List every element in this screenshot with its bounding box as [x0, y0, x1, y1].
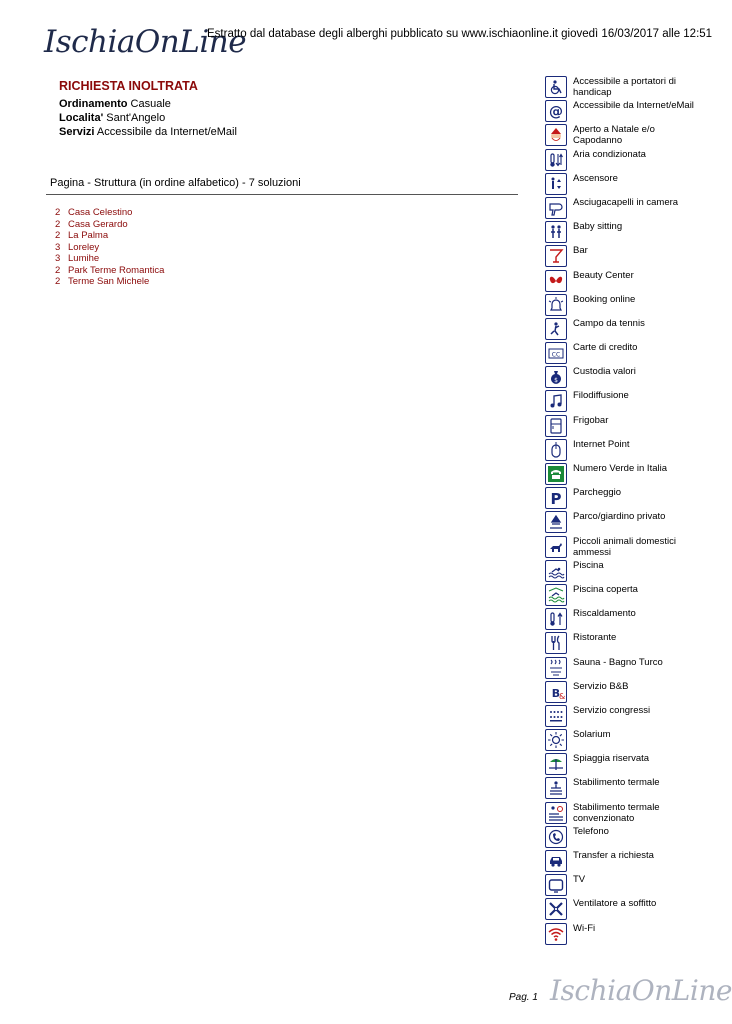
wifi-icon [545, 923, 567, 945]
swimming-pool-icon [545, 560, 567, 582]
legend-label: Aria condizionata [573, 148, 646, 160]
legend-label: Carte di credito [573, 342, 638, 354]
legend-label: Piccoli animali domestici ammessi [573, 535, 676, 558]
result-name-link[interactable]: La Palma [68, 230, 109, 241]
congress-icon [545, 705, 567, 727]
garden-icon [545, 511, 567, 533]
result-name-link[interactable]: Casa Celestino [68, 207, 133, 218]
cutlery-icon [545, 632, 567, 654]
bnb-icon [545, 681, 567, 703]
sauna-icon [545, 657, 567, 679]
legend-label: Numero Verde in Italia [573, 463, 667, 474]
result-name-link[interactable]: Lumihe [68, 253, 100, 264]
music-note-icon [545, 390, 567, 412]
param-ordinamento [59, 97, 237, 111]
legend-label: Ventilatore a soffitto [573, 898, 657, 910]
divider [46, 194, 518, 195]
cocktail-glass-icon [545, 245, 567, 267]
param-ordinamento-label: Ordinamento [59, 98, 128, 110]
ischiaonline-logo: IschiaOnLine [44, 24, 247, 60]
legend-label: Aperto a Natale e/o Capodanno [573, 124, 655, 147]
legend-label: Transfer a richiesta [573, 850, 654, 861]
thermal-spa-icon [545, 777, 567, 799]
tv-icon [545, 874, 567, 896]
param-servizi-label: Servizi [59, 126, 95, 138]
result-item[interactable] [55, 230, 164, 242]
fridge-icon [545, 415, 567, 437]
svg-text:&: & [559, 691, 566, 701]
legend-label: Frigobar [573, 414, 609, 426]
request-parameters [59, 97, 237, 139]
legend-label: Ristorante [573, 632, 617, 644]
legend-label: Piscina [573, 559, 604, 571]
alarm-bell-icon [545, 294, 567, 316]
result-stars: 3 [55, 241, 61, 253]
legend-label: Piscina coperta [573, 583, 638, 595]
param-servizi-value: Accessibile da Internet/eMail [96, 126, 237, 138]
pagination-summary: Pagina - Struttura (in ordine alfabetico) - 7 soluzioni [50, 177, 301, 189]
legend-label: Servizio B&B [573, 680, 629, 692]
butterfly-icon [545, 270, 567, 292]
svg-text:@: @ [549, 104, 563, 121]
param-localita-label: Localita' [59, 112, 104, 124]
legend-label: Parco/giardino privato [573, 511, 666, 523]
ceiling-fan-icon [545, 898, 567, 920]
result-name-link[interactable]: Terme San Michele [68, 276, 150, 287]
computer-mouse-icon [545, 439, 567, 461]
legend-label: Filodiffusione [573, 390, 629, 402]
credit-card-icon [545, 342, 567, 364]
svg-text:B: B [551, 686, 561, 700]
legend-label: Stabilimento termale convenzionato [573, 801, 660, 824]
svg-text:CC: CC [551, 351, 561, 359]
result-name-link[interactable]: Loreley [68, 241, 100, 253]
legend-label: Telefono [573, 825, 609, 837]
thermometer-arrows-icon [545, 149, 567, 171]
wheelchair-icon [545, 76, 567, 98]
legend-label: TV [573, 874, 586, 886]
indoor-pool-icon [545, 584, 567, 606]
ischiaonline-footer-logo: IschiaOnLine [550, 974, 732, 1007]
beach-icon [545, 753, 567, 775]
dog-icon [545, 536, 567, 558]
database-extract-note: Estratto dal database degli alberghi pubblicato su www.ischiaonline.it giovedì 16/03/2017 alle 12:51 [207, 28, 713, 40]
request-title: RICHIESTA INOLTRATA [59, 79, 198, 93]
result-stars: 2 [55, 264, 61, 276]
legend-label: Internet Point [573, 438, 630, 450]
thermal-spa-partner-icon [545, 802, 567, 824]
tennis-player-icon [545, 318, 567, 340]
legend-label: Solarium [573, 729, 611, 741]
legend-label: Accessibile da Internet/eMail [573, 100, 694, 112]
result-item[interactable] [55, 276, 164, 288]
legend-label: Custodia valori [573, 366, 636, 378]
result-name-link[interactable]: Casa Gerardo [68, 218, 128, 230]
legend-label: Wi-Fi [573, 922, 596, 934]
legend-label: Asciugacapelli in camera [573, 196, 679, 208]
legend-label: Stabilimento termale [573, 777, 660, 789]
param-localita-value: Sant'Angelo [106, 112, 166, 124]
heating-icon [545, 608, 567, 630]
legend-label: Campo da tennis [573, 317, 645, 329]
legend-label: Beauty Center [573, 269, 634, 281]
telephone-icon [545, 826, 567, 848]
legend-label: Bar [573, 245, 588, 257]
money-bag-icon [545, 366, 567, 388]
results-list [55, 207, 164, 288]
green-phone-icon [545, 463, 567, 485]
result-item[interactable] [55, 207, 164, 219]
legend-label: Ascensore [573, 172, 618, 184]
legend-label: Booking online [573, 293, 636, 305]
result-name-link[interactable]: Park Terme Romantica [68, 264, 165, 276]
santa-icon [545, 124, 567, 146]
svg-text:$: $ [554, 377, 558, 385]
svg-text:P: P [550, 490, 562, 509]
param-localita [59, 111, 237, 125]
hairdryer-icon [545, 197, 567, 219]
legend-label: Spiaggia riservata [573, 753, 650, 765]
result-stars: 2 [55, 218, 61, 230]
result-item[interactable] [55, 253, 164, 265]
page-number: Pag. 1 [509, 992, 538, 1003]
result-item[interactable] [55, 242, 164, 254]
result-stars: 2 [55, 230, 61, 241]
result-item[interactable] [55, 219, 164, 231]
sun-icon [545, 729, 567, 751]
legend-label: Servizio congressi [573, 704, 651, 716]
param-ordinamento-value: Casuale [130, 98, 171, 110]
babysitting-icon [545, 221, 567, 243]
legend-label: Riscaldamento [573, 608, 636, 620]
parking-icon [545, 487, 567, 509]
legend-label: Accessibile a portatori di handicap [573, 76, 676, 98]
param-servizi [59, 125, 237, 139]
car-icon [545, 850, 567, 872]
legend-label: Baby sitting [573, 221, 623, 233]
legend-label: Parcheggio [573, 487, 622, 499]
legend-label: Sauna - Bagno Turco [573, 656, 663, 668]
result-stars: 2 [55, 276, 61, 287]
at-sign-icon [545, 100, 567, 122]
elevator-icon [545, 173, 567, 195]
result-stars: 2 [55, 207, 61, 218]
result-item[interactable] [55, 265, 164, 277]
result-stars: 3 [55, 253, 61, 264]
